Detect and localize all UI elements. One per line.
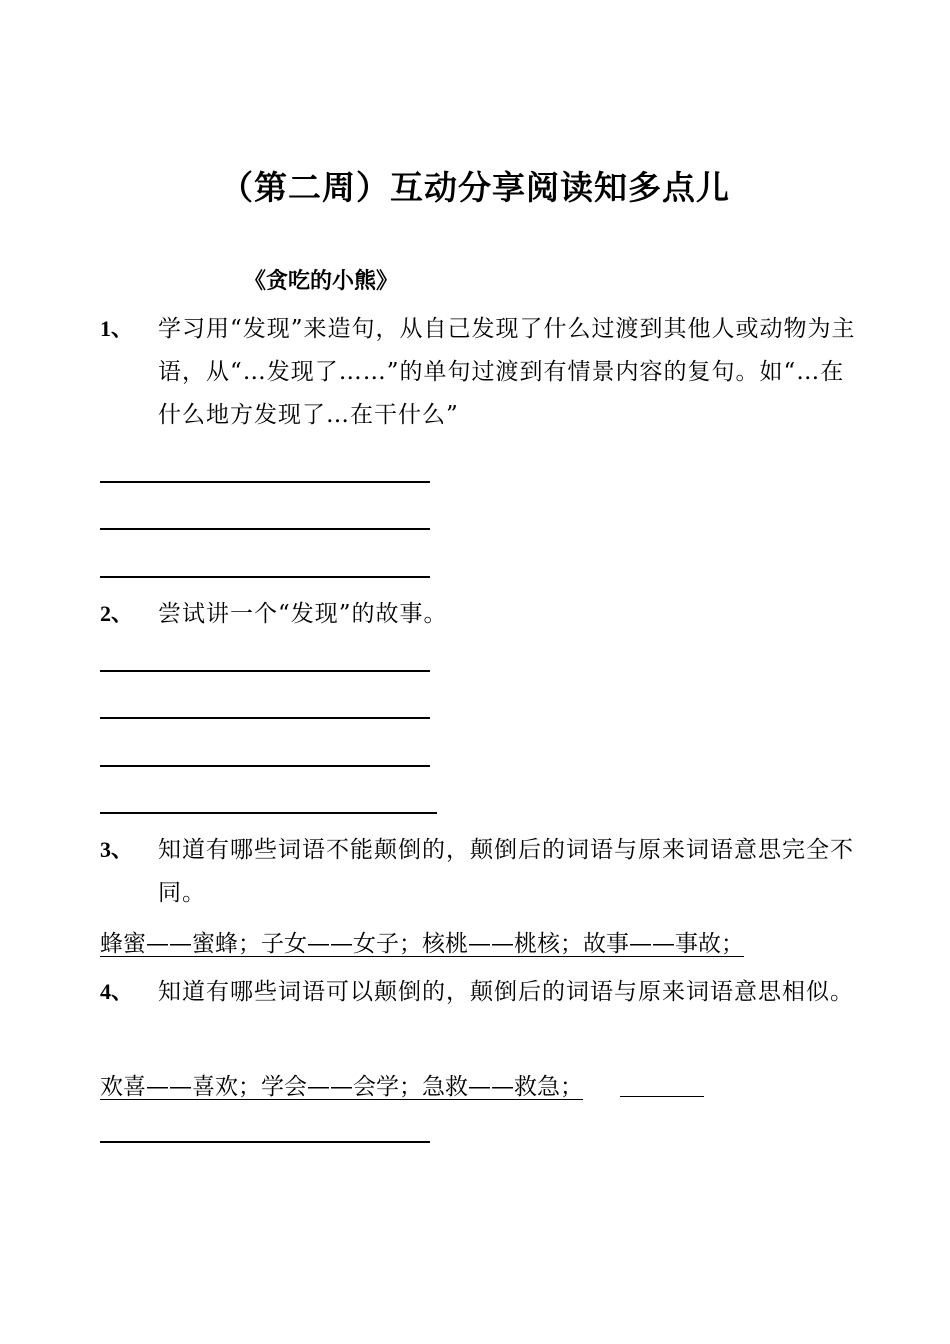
answer-line[interactable] xyxy=(100,717,430,719)
answer-line[interactable] xyxy=(100,812,437,814)
question-4-text: 知道有哪些词语可以颠倒的，颠倒后的词语与原来词语意思相似。 xyxy=(158,979,854,1005)
question-3-example: 蜂蜜——蜜蜂；子女——女子；核桃——桃核；故事——事故； xyxy=(100,931,744,957)
answer-line[interactable] xyxy=(620,1096,704,1097)
question-2-number: 2、 xyxy=(100,601,134,626)
story-title: 《贪吃的小熊》 xyxy=(244,269,399,294)
question-4-number: 4、 xyxy=(100,979,134,1004)
answer-line[interactable] xyxy=(100,576,430,578)
question-3-text: 知道有哪些词语不能颠倒的，颠倒后的词语与原来词语意思完全不同。 xyxy=(158,837,854,906)
answer-line[interactable] xyxy=(100,528,430,530)
question-2-text: 尝试讲一个“发现”的故事。 xyxy=(158,601,448,627)
answer-line[interactable] xyxy=(100,765,430,767)
question-3-number: 3、 xyxy=(100,837,134,862)
answer-line[interactable] xyxy=(100,670,430,672)
question-1-text: 学习用“发现”来造句，从自己发现了什么过渡到其他人或动物为主语，从“…发现了……”的单句过渡到有情景内容的复句。如“…在什么地方发现了…在干什么” xyxy=(158,316,856,428)
answer-line[interactable] xyxy=(100,1141,430,1143)
page-title: （第二周）互动分享阅读知多点儿 xyxy=(220,168,730,207)
question-1-number: 1、 xyxy=(100,316,134,341)
answer-line[interactable] xyxy=(100,481,430,483)
question-4-example: 欢喜——喜欢；学会——会学；急救——救急； xyxy=(100,1074,583,1100)
